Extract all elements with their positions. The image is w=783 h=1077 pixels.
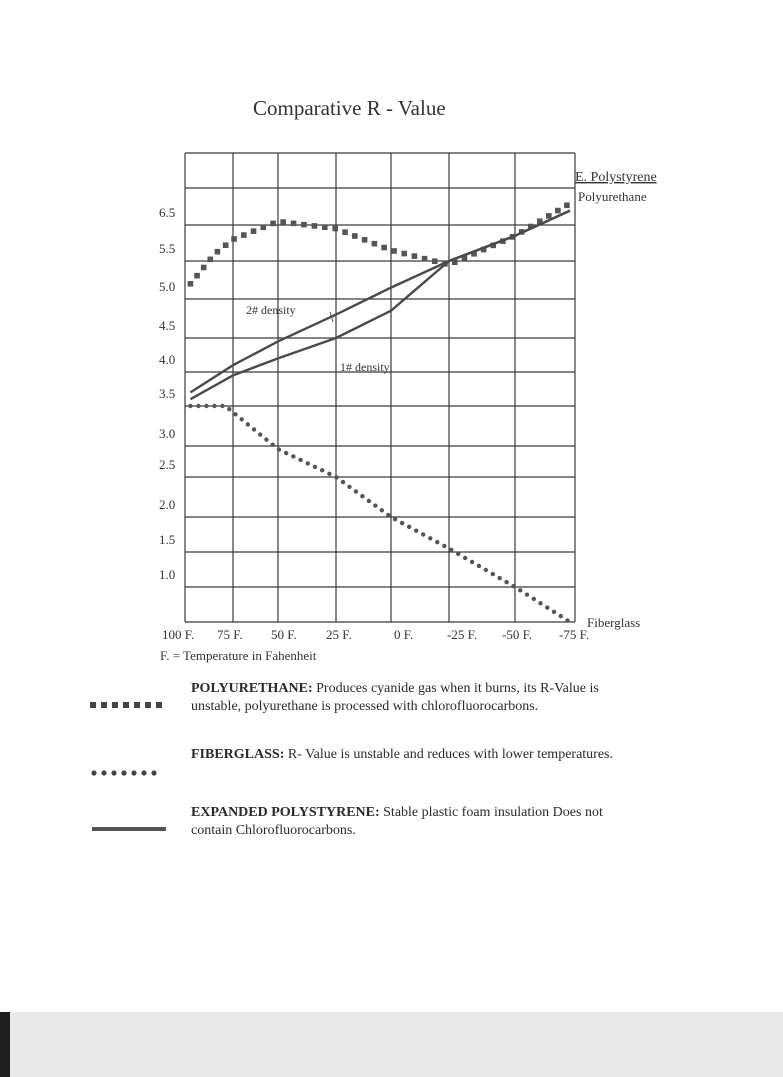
chart-title: Comparative R - Value [253, 96, 446, 120]
series-fiberglass [188, 404, 571, 623]
fiberglass-mark [491, 572, 495, 576]
fiberglass-mark [252, 427, 256, 431]
fiberglass-mark [545, 605, 549, 609]
fiberglass-mark [367, 499, 371, 503]
fiberglass-mark [518, 588, 522, 592]
fiberglass-mark [347, 485, 351, 489]
fiberglass-mark [246, 422, 250, 426]
polyurethane-mark [555, 208, 561, 214]
polyurethane-mark [301, 222, 307, 228]
fiberglass-mark [373, 503, 377, 507]
y-tick-label: 2.0 [159, 497, 176, 512]
y-tick-label: 4.5 [159, 318, 176, 333]
fiberglass-mark [188, 404, 192, 408]
polyurethane-mark [215, 249, 221, 255]
y-tick-label: 6.5 [159, 205, 176, 220]
polyurethane-mark [422, 256, 428, 262]
polyurethane-mark [401, 251, 407, 257]
fiberglass-mark [258, 432, 262, 436]
fiberglass-mark [306, 461, 310, 465]
fiberglass-mark [463, 556, 467, 560]
fiberglass-mark [291, 454, 295, 458]
fiberglass-mark [484, 568, 488, 572]
polyurethane-mark [322, 224, 328, 230]
y-tick-label: 5.0 [159, 279, 176, 294]
polyurethane-mark [194, 273, 200, 279]
y-tick-label: 5.5 [159, 241, 176, 256]
chart-grid [185, 153, 575, 622]
polyurethane-mark [546, 213, 552, 219]
fiberglass-mark [428, 536, 432, 540]
polyurethane-mark [270, 221, 276, 227]
fiberglass-mark [196, 404, 200, 408]
y-tick-label: 2.5 [159, 457, 176, 472]
fiberglass-mark [354, 489, 358, 493]
series-polyurethane [188, 202, 571, 286]
fiberglass-mark [435, 540, 439, 544]
legend-polyurethane-text: Produces cyanide gas when it burns, its R-Value is unstable, polyurethane is processed with chlorofluorocarbons. [191, 681, 599, 714]
fiberglass-mark [327, 472, 331, 476]
y-tick-label: 1.5 [159, 532, 176, 547]
x-tick-label: -50 F. [502, 627, 533, 642]
x-tick-label: 100 F. [162, 627, 195, 642]
x-tick-label: 75 F. [217, 627, 243, 642]
fiberglass-mark [360, 494, 364, 498]
polyurethane-mark [188, 281, 194, 287]
fiberglass-mark [320, 468, 324, 472]
fiberglass-mark [442, 544, 446, 548]
fiberglass-swatch [90, 767, 170, 779]
fiberglass-mark [504, 580, 508, 584]
polyurethane-mark [412, 253, 418, 259]
polyurethane-mark [332, 226, 338, 232]
y-tick-label: 1.0 [159, 567, 176, 582]
scanner-background [0, 1012, 783, 1077]
polyurethane-mark [207, 257, 213, 263]
fiberglass-mark [227, 407, 231, 411]
fiberglass-mark [220, 404, 224, 408]
fiberglass-mark [525, 592, 529, 596]
fiberglass-mark [414, 528, 418, 532]
fiberglass-mark [233, 412, 237, 416]
x-tick-label: 25 F. [326, 627, 352, 642]
fiberglass-mark [421, 532, 425, 536]
fiberglass-mark [532, 597, 536, 601]
fiberglass-mark [313, 465, 317, 469]
fiberglass-mark [552, 610, 556, 614]
legend-fiberglass-heading: FIBERGLASS: [191, 747, 285, 762]
fiberglass-mark [470, 560, 474, 564]
x-tick-label: 50 F. [271, 627, 297, 642]
fiberglass-mark [393, 517, 397, 521]
label-1-density: 1# density [340, 360, 390, 374]
polyurethane-mark [261, 224, 267, 230]
fiberglass-mark [538, 601, 542, 605]
fiberglass-mark [511, 584, 515, 588]
polyurethane-mark [352, 233, 358, 239]
y-tick-label: 3.0 [159, 426, 176, 441]
polyurethane-mark [564, 202, 570, 208]
label-fiberglass: Fiberglass [587, 615, 641, 630]
fiberglass-mark [497, 576, 501, 580]
polystyrene-swatch [92, 824, 172, 834]
fiberglass-mark [407, 525, 411, 529]
fiberglass-mark [264, 437, 268, 441]
polyurethane-mark [362, 237, 368, 243]
polyurethane-mark [201, 265, 207, 271]
fiberglass-mark [386, 513, 390, 517]
polyurethane-mark [372, 241, 378, 247]
polyurethane-mark [241, 232, 247, 238]
fiberglass-mark [477, 564, 481, 568]
fiberglass-mark [341, 480, 345, 484]
polyurethane-mark [291, 221, 297, 227]
legend-polyurethane-heading: POLYURETHANE: [191, 681, 313, 696]
fiberglass-mark [277, 447, 281, 451]
polyurethane-mark [432, 258, 438, 264]
polyurethane-mark [391, 248, 397, 254]
fiberglass-mark [334, 475, 338, 479]
legend-polyurethane [191, 680, 641, 716]
y-tick-label: 4.0 [159, 352, 176, 367]
fiberglass-mark [284, 451, 288, 455]
fiberglass-mark [270, 442, 274, 446]
polyurethane-mark [342, 229, 348, 235]
polyurethane-swatch [88, 699, 168, 711]
polyurethane-mark [251, 228, 257, 234]
y-tick-label: 3.5 [159, 386, 176, 401]
y-axis-labels [159, 205, 175, 582]
fiberglass-mark [559, 614, 563, 618]
fiberglass-mark [380, 508, 384, 512]
label-2-density: 2# density [246, 303, 296, 317]
legend-fiberglass-text: R- Value is unstable and reduces with lower temperatures. [287, 747, 614, 762]
fiberglass-mark [400, 521, 404, 525]
legend-polystyrene-heading: EXPANDED POLYSTYRENE: [191, 805, 380, 820]
fiberglass-mark [212, 404, 216, 408]
x-axis-note: F. = Temperature in Fahenheit [160, 648, 317, 663]
polyurethane-mark [381, 245, 387, 251]
x-axis-labels [162, 627, 589, 642]
x-tick-label: 0 F. [394, 627, 414, 642]
polyurethane-mark [280, 219, 286, 225]
fiberglass-mark [456, 552, 460, 556]
fiberglass-mark [298, 458, 302, 462]
legend-polystyrene [191, 804, 641, 840]
scanner-edge [0, 1012, 10, 1077]
fiberglass-mark [565, 618, 569, 622]
fiberglass-mark [204, 404, 208, 408]
x-tick-label: -75 F. [559, 627, 590, 642]
label-polyurethane: Polyurethane [578, 189, 647, 204]
chart-series [188, 202, 571, 622]
label-e-polystyrene: E. Polystyrene [575, 170, 657, 185]
polyurethane-mark [231, 236, 237, 242]
polyurethane-mark [312, 223, 318, 229]
fiberglass-mark [239, 417, 243, 421]
polyurethane-mark [223, 242, 229, 248]
legend-fiberglass [191, 746, 641, 764]
fiberglass-mark [449, 548, 453, 552]
legend-polystyrene-text: Stable plastic foam insulation Does not contain Chlorofluorocarbons. [191, 805, 603, 838]
x-tick-label: -25 F. [447, 627, 478, 642]
